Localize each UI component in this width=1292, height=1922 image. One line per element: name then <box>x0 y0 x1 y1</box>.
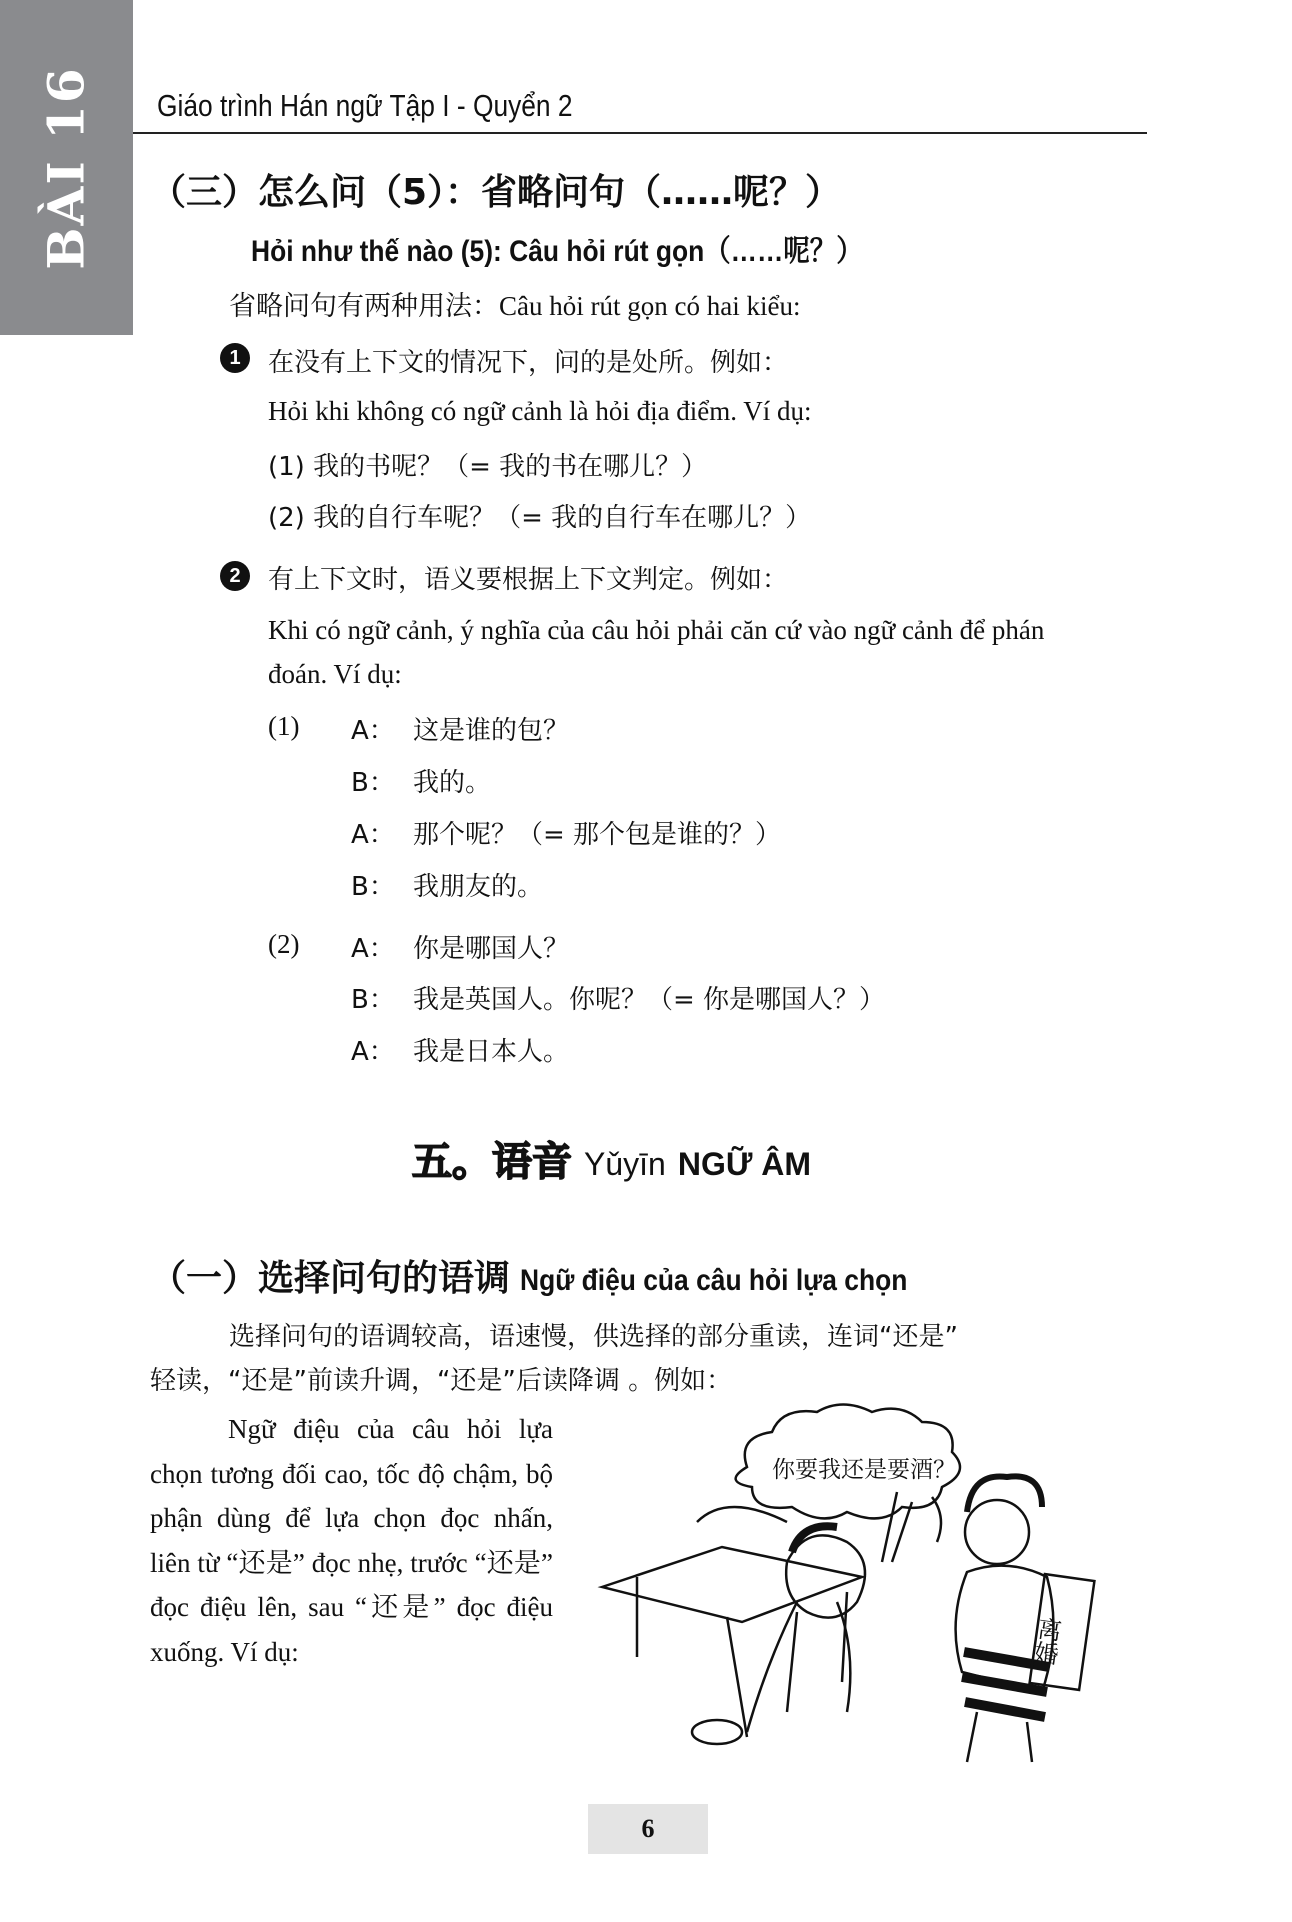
section5-heading-cn: 五。语音 <box>412 1139 572 1185</box>
running-header: Giáo trình Hán ngữ Tập I - Quyển 2 <box>157 88 573 123</box>
point1-example-1: (1) 我的书呢？（= 我的书在哪儿？） <box>268 452 708 482</box>
dialog-speaker: B： <box>351 768 395 798</box>
section5-1-para-vn-block <box>150 1407 553 1674</box>
section5-heading-pinyin: Yǔyīn <box>584 1146 666 1182</box>
dialog-line: 我是英国人。你呢？（= 你是哪国人？） <box>413 985 886 1015</box>
point1-vn: Hỏi khi không có ngữ cảnh là hỏi địa điểm. Ví dụ: <box>268 396 812 426</box>
dialog-speaker: A： <box>351 820 395 850</box>
page-number: 6 <box>588 1804 708 1854</box>
dialog-speaker: A： <box>351 1037 395 1067</box>
dialog-speaker: A： <box>351 716 395 746</box>
bullet-1: 1 <box>220 343 250 373</box>
cartoon-illustration <box>597 1402 1151 1772</box>
angry-wife-icon <box>956 1476 1095 1762</box>
dialog-line: 我的。 <box>413 768 492 798</box>
dialog-line: 这是谁的包？ <box>413 716 570 746</box>
section5-heading-vn: NGỮ ÂM <box>677 1146 812 1182</box>
point2-vn-line2: đoán. Ví dụ: <box>268 659 402 689</box>
section5-1-heading-cn: （一）选择问句的语调 <box>150 1258 511 1299</box>
section5-heading <box>412 1130 811 1187</box>
dialog1-number: (1) <box>268 711 300 741</box>
dialog-line: 我朋友的。 <box>413 872 544 902</box>
dialog-speaker: B： <box>351 985 395 1015</box>
section5-1-para-cn-line2: 轻读，“还是”前读升调，“还是”后读降调 。例如： <box>150 1366 733 1396</box>
point1-cn: 在没有上下文的情况下，问的是处所。例如： <box>268 348 789 378</box>
section3-heading-vn: Hỏi như thế nào (5): Câu hỏi rút gọn（……呢？） <box>251 235 863 268</box>
section3-intro: 省略问句有两种用法：Câu hỏi rút gọn có hai kiểu: <box>229 291 801 321</box>
point2-vn-line1: Khi có ngữ cảnh, ý nghĩa của câu hỏi phải căn cứ vào ngữ cảnh để phán <box>268 615 1045 645</box>
dialog-line: 那个呢？（= 那个包是谁的？） <box>413 820 782 850</box>
dialog2-number: (2) <box>268 929 300 959</box>
header-divider <box>133 132 1147 134</box>
dialog-speaker: B： <box>351 872 395 902</box>
section5-1-heading-vn: Ngữ điệu của câu hỏi lựa chọn <box>520 1264 908 1297</box>
dialog-line: 我是日本人。 <box>413 1037 570 1067</box>
lesson-side-tab <box>0 0 133 335</box>
speech-text: 你要我还是要酒？ <box>772 1457 956 1483</box>
section3-heading-cn: （三）怎么问（5）：省略问句（……呢？） <box>150 172 842 213</box>
dialog-line: 你是哪国人？ <box>413 934 570 964</box>
point2-cn: 有上下文时，语义要根据上下文判定。例如： <box>268 565 789 595</box>
divorce-sign-text: 离婚 <box>1028 1615 1063 1667</box>
section5-1-para-cn-line1: 选择问句的语调较高，语速慢，供选择的部分重读，连词“还是” <box>229 1322 958 1352</box>
drunk-man-at-table-icon <box>602 1492 912 1744</box>
section5-1-heading <box>150 1250 960 1301</box>
bullet-2: 2 <box>220 561 250 591</box>
point1-example-2: (2) 我的自行车呢？（= 我的自行车在哪儿？） <box>268 503 812 533</box>
dialog-speaker: A： <box>351 934 395 964</box>
section5-1-para-vn: Ngữ điệu của câu hỏi lựa chọn tương đối cao, tốc độ chậm, bộ phận dùng để lựa chọn đọc nhấn, liên từ “还是” đọc nhẹ, trước “还是” đọc điệu lên, sau “还是” đọc điệu xuống. Ví dụ: <box>150 1414 553 1667</box>
lesson-label: BÀI 16 <box>36 66 96 270</box>
